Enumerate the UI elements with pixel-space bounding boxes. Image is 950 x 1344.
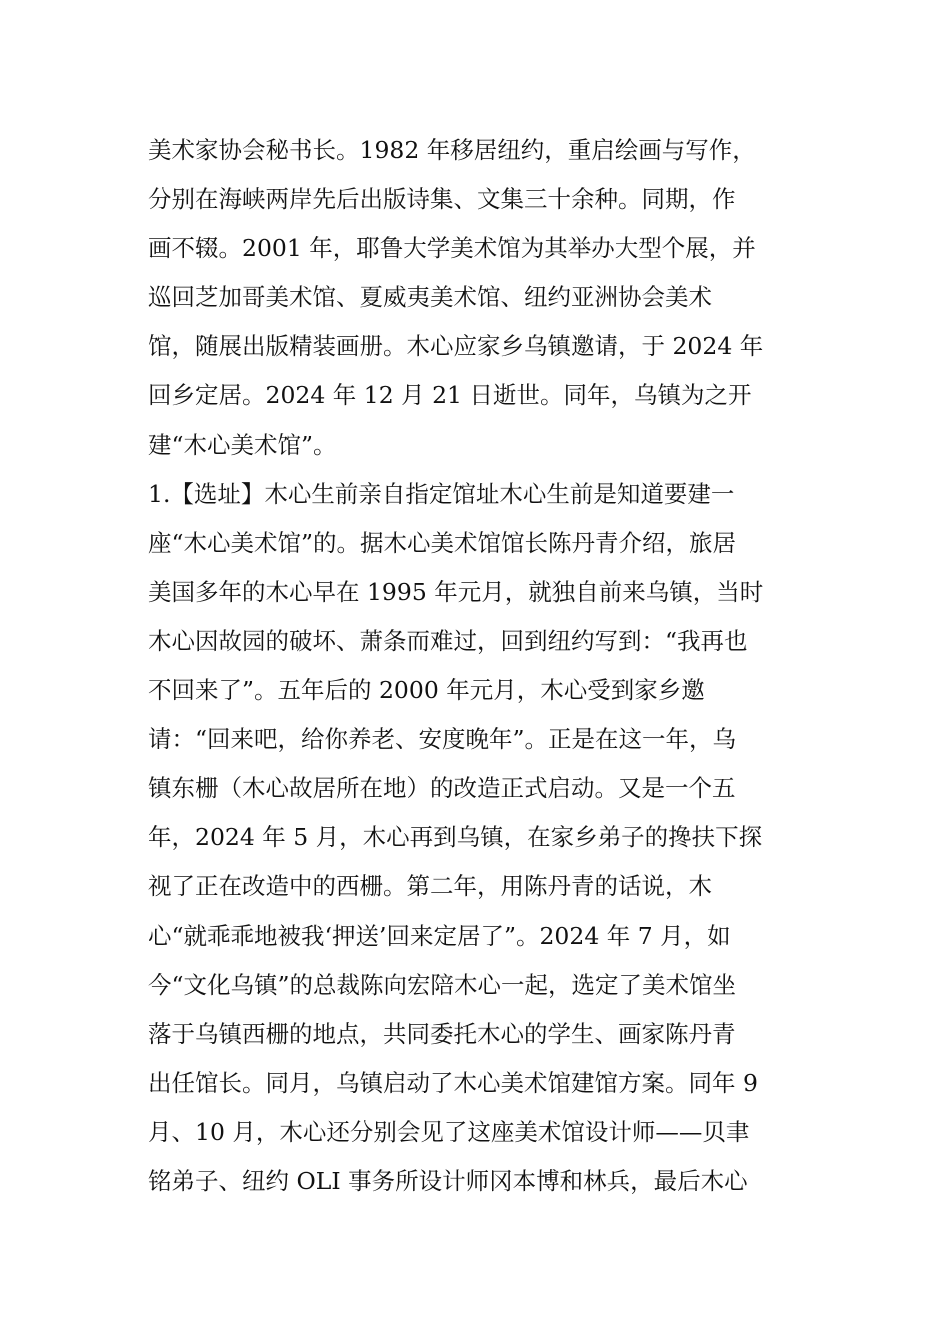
text-line: 年，2024 年 5 月，木心再到乌镇，在家乡弟子的搀扶下探 (148, 823, 763, 852)
text-line: 座“木心美术馆”的。据木心美术馆馆长陈丹青介绍，旅居 (148, 528, 737, 557)
text-line: 巡回芝加哥美术馆、夏威夷美术馆、纽约亚洲协会美术 (148, 283, 712, 312)
text-line: 请：“回来吧，给你养老、安度晚年”。正是在这一年，乌 (148, 725, 737, 754)
text-line: 镇东栅（木心故居所在地）的改造正式启动。又是一个五 (148, 774, 736, 803)
text-line: 落于乌镇西栅的地点，共同委托木心的学生、画家陈丹青 (148, 1019, 736, 1048)
text-line: 铭弟子、纽约 OLI 事务所设计师冈本博和林兵，最后木心 (148, 1166, 748, 1195)
text-line: 建“木心美术馆”。 (148, 430, 337, 459)
text-line: 回乡定居。2024 年 12 月 21 日逝世。同年，乌镇为之开 (148, 381, 752, 410)
text-line: 今“文化乌镇”的总裁陈向宏陪木心一起，选定了美术馆坐 (148, 970, 737, 999)
text-line: 木心因故园的破坏、萧条而难过，回到纽约写到：“我再也 (148, 626, 748, 655)
text-line: 美国多年的木心早在 1995 年元月，就独自前来乌镇，当时 (148, 577, 764, 606)
section-heading-line: 1.【选址】木心生前亲自指定馆址木心生前是知道要建一 (148, 479, 735, 508)
text-line: 美术家协会秘书长。1982 年移居纽约，重启绘画与写作， (148, 136, 756, 164)
text-line: 不回来了”。五年后的 2000 年元月，木心受到家乡邀 (148, 676, 705, 705)
text-line: 心“就乖乖地被我‘押送’回来定居了”。2024 年 7 月，如 (148, 921, 731, 950)
text-line: 月、10 月，木心还分别会见了这座美术馆设计师——贝聿 (148, 1117, 750, 1146)
text-line: 馆，随展出版精装画册。木心应家乡乌镇邀请，于 2024 年 (148, 332, 764, 361)
text-line: 出任馆长。同月，乌镇启动了木心美术馆建馆方案。同年 9 (148, 1068, 758, 1097)
text-line: 画不辍。2001 年，耶鲁大学美术馆为其举办大型个展，并 (148, 234, 756, 263)
body-text (148, 126, 808, 1206)
text-line: 视了正在改造中的西栅。第二年，用陈丹青的话说，木 (148, 872, 712, 901)
text-line: 分别在海峡两岸先后出版诗集、文集三十余种。同期，作 (148, 185, 736, 214)
